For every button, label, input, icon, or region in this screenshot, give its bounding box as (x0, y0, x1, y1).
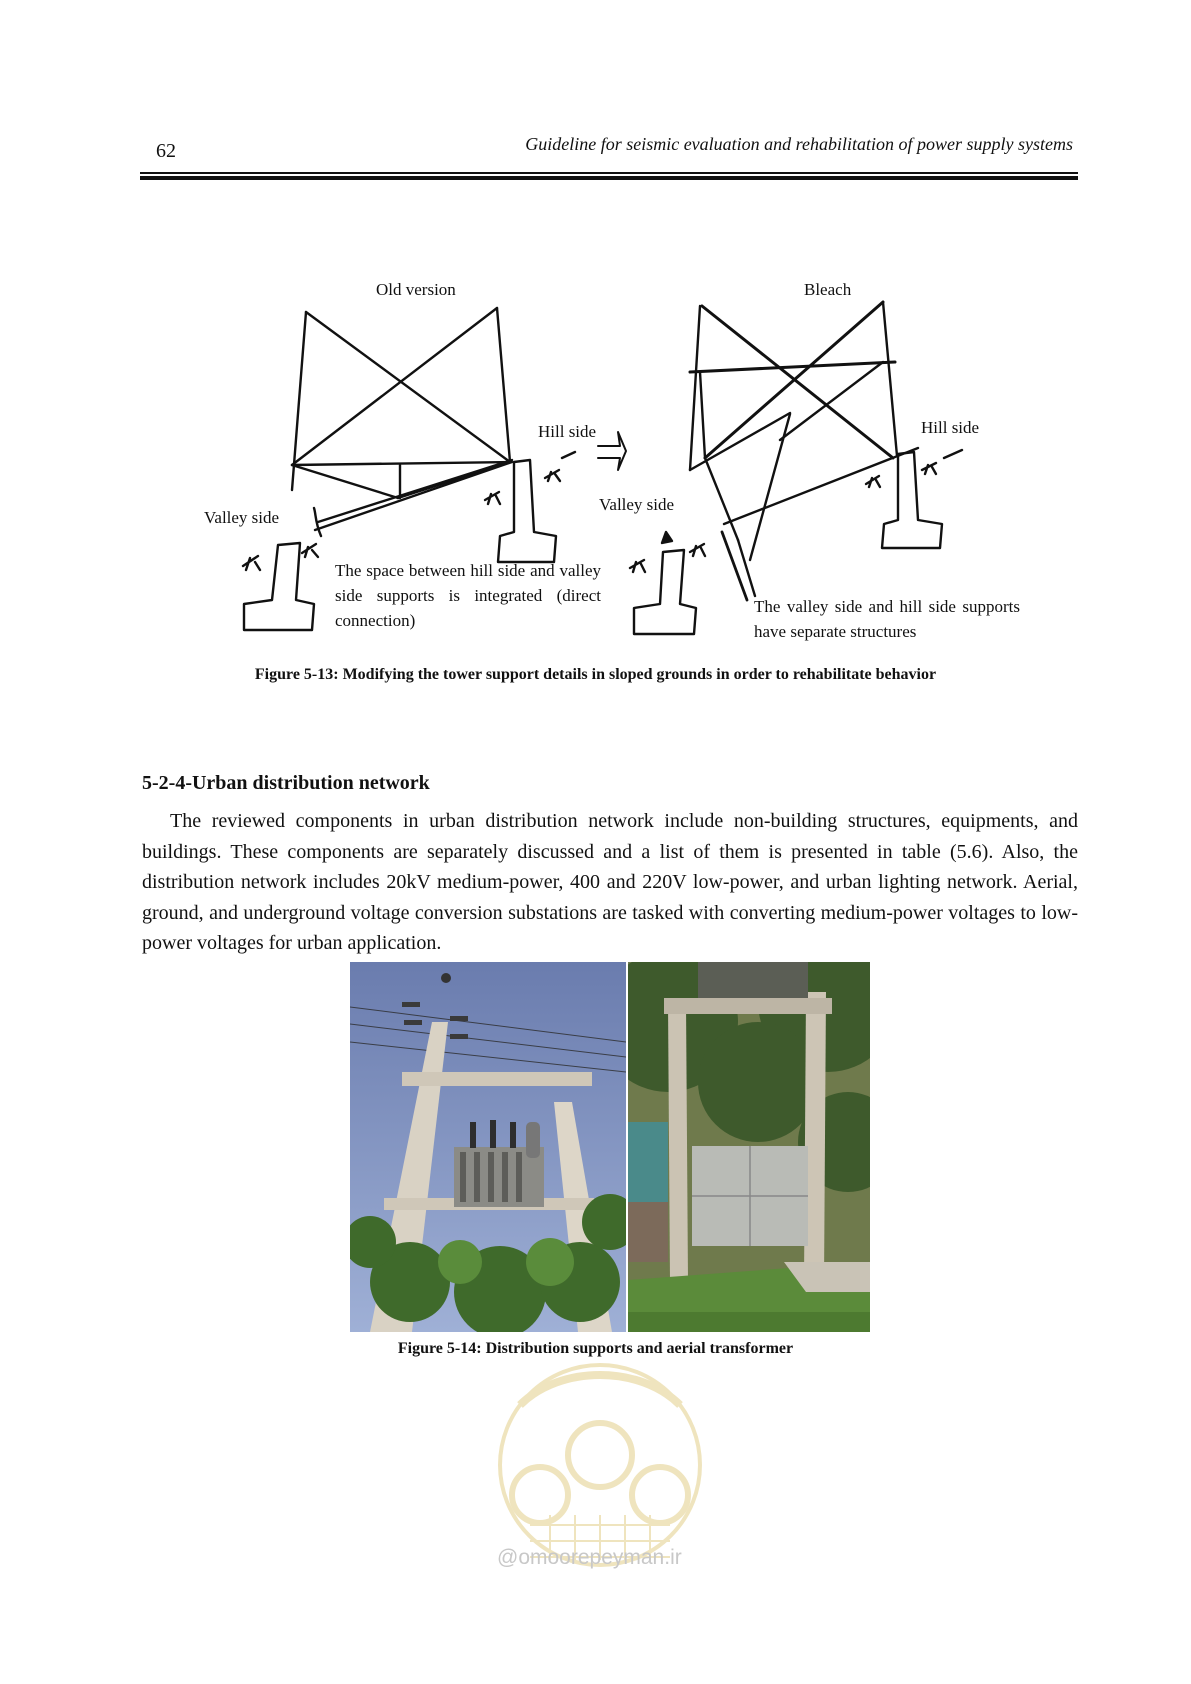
tower-support-diagram (0, 270, 1191, 650)
running-header: Guideline for seismic evaluation and rehabilitation of power supply systems (525, 134, 1073, 154)
distribution-photos (350, 962, 870, 1332)
header-rule-thick (140, 176, 1078, 180)
arrow-icon (598, 432, 626, 470)
bleach-title: Bleach (804, 280, 852, 299)
figure-5-13-caption: Figure 5-13: Modifying the tower support details in sloped grounds in order to rehabilitate behavior (254, 666, 937, 683)
header-rule-thin (140, 172, 1078, 174)
watermark-text: @omoorepeyman.ir (497, 1546, 682, 1569)
aerial-transformer-photo (350, 962, 626, 1332)
ground-transformer-photo (628, 962, 870, 1332)
figure-5-14-caption: Figure 5-14: Distribution supports and aerial transformer (397, 1340, 794, 1357)
bleach-tower (630, 302, 962, 634)
right-valley-side-label: Valley side (599, 495, 675, 514)
body-paragraph: The reviewed components in urban distribution network include non-building structures, equipments, and buildings. These components are separately discussed and a list of them is presented in table (5.6). Also, the distribution network includes 20kV medium-power, 400 and 220V low-power, and urban lighting network. Aerial, ground, and underground voltage conversion substations are tasked with converting medium-power voltages to low-power voltages for urban application. (142, 810, 1078, 954)
right-note: The valley side and hill side supports have separate structures (754, 597, 1020, 641)
left-hill-side-label: Hill side (538, 422, 597, 441)
page-number: 62 (156, 140, 176, 162)
section-heading: 5-2-4-Urban distribution network (142, 772, 430, 794)
left-valley-side-label: Valley side (204, 508, 280, 527)
left-note: The space between hill side and valley side supports is integrated (direct connection) (335, 561, 601, 630)
old-version-title: Old version (376, 280, 456, 299)
right-hill-side-label: Hill side (921, 418, 980, 437)
